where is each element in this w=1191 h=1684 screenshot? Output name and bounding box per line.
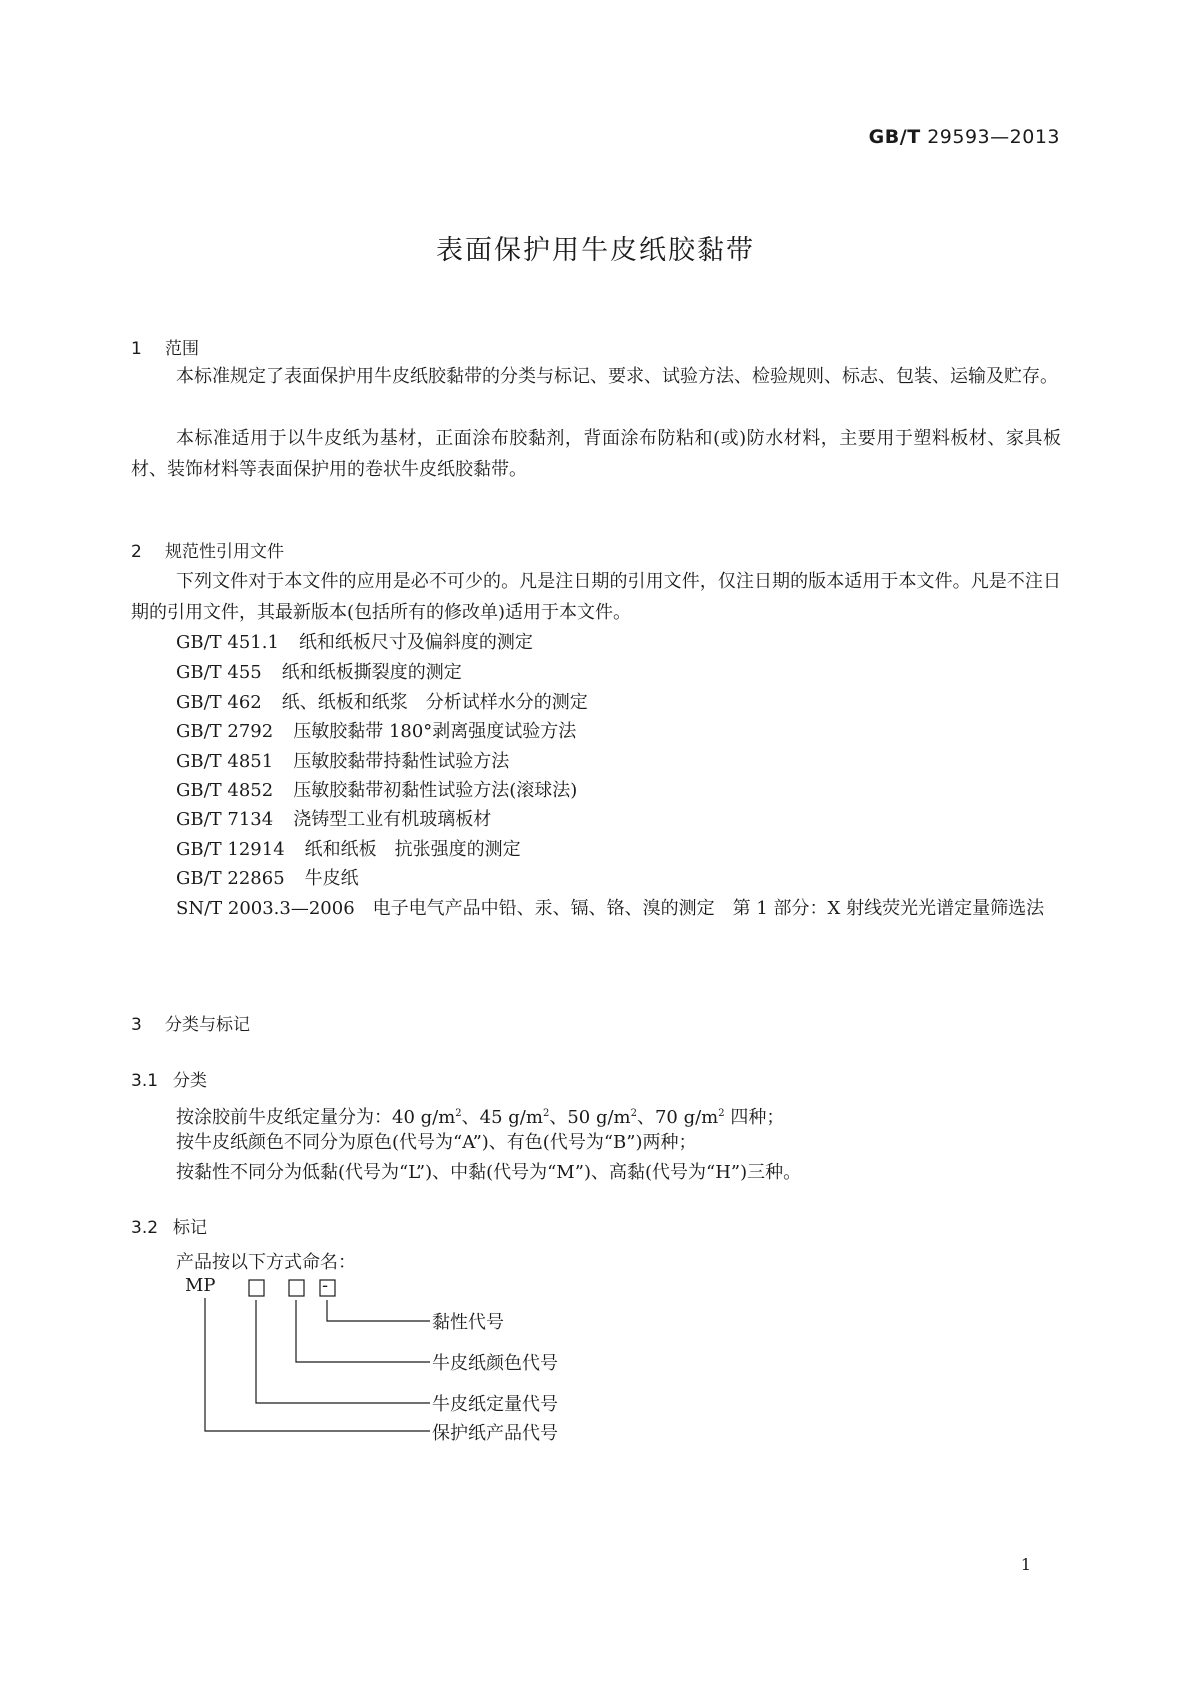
mark-box-grammage: [249, 1280, 264, 1296]
mark-label-product: 保护纸产品代号: [432, 1423, 558, 1444]
standard-code: 29593—2013: [927, 126, 1060, 148]
mark-label-color: 牛皮纸颜色代号: [432, 1353, 558, 1374]
page-number: 1: [1020, 1555, 1031, 1574]
mark-box-color: [289, 1280, 304, 1296]
leader-line-grammage: [256, 1300, 430, 1403]
reference-item: GB/T 2792 压敏胶黏带 180°剥离强度试验方法: [176, 721, 577, 742]
section-1-paragraph-1: 本标准规定了表面保护用牛皮纸胶黏带的分类与标记、要求、试验方法、检验规则、标志、包装、运输及贮存。: [176, 366, 1058, 387]
mark-dash: -: [322, 1275, 329, 1296]
classification-line-3: 按黏性不同分为低黏(代号为“L”)、中黏(代号为“M”)、高黏(代号为“H”)三种。: [176, 1162, 802, 1183]
reference-item: GB/T 22865 牛皮纸: [176, 868, 359, 889]
reference-item: GB/T 12914 纸和纸板 抗张强度的测定: [176, 839, 521, 860]
section-1-heading: 1 范围: [131, 339, 199, 359]
reference-item: GB/T 455 纸和纸板撕裂度的测定: [176, 662, 462, 683]
section-2-intro: 下列文件对于本文件的应用是必不可少的。凡是注日期的引用文件，仅注日期的版本适用于本文件。凡是不注日期的引用文件，其最新版本(包括所有的修改单)适用于本文件。: [131, 571, 1061, 623]
section-3-1-heading: 3.1 分类: [131, 1071, 207, 1091]
reference-item: GB/T 7134 浇铸型工业有机玻璃板材: [176, 809, 492, 830]
mark-label-grammage: 牛皮纸定量代号: [432, 1394, 558, 1415]
section-1-paragraph-2: 本标准适用于以牛皮纸为基材，正面涂布胶黏剂，背面涂布防粘和(或)防水材料，主要用于塑料板材、家具板材、装饰材料等表面保护用的卷状牛皮纸胶黏带。: [131, 428, 1061, 480]
reference-item: GB/T 462 纸、纸板和纸浆 分析试样水分的测定: [176, 692, 588, 713]
standard-prefix: GB/T: [868, 126, 921, 148]
leader-line-product: [205, 1298, 430, 1431]
mark-label-adhesion: 黏性代号: [432, 1312, 504, 1333]
standard-number: [869, 126, 1060, 148]
marking-intro: 产品按以下方式命名：: [176, 1252, 356, 1273]
document-title: 表面保护用牛皮纸胶黏带: [436, 235, 755, 266]
classification-line-1: 按涂胶前牛皮纸定量分为：40 $g/m^2$、45 $g/m^2$、50 $g/m^2$、70 $g/m^2$ 四种；: [176, 1107, 785, 1128]
leader-line-adhesion: [327, 1300, 430, 1321]
section-3-2-heading: 3.2 标记: [131, 1218, 207, 1238]
reference-item: GB/T 4851 压敏胶黏带持黏性试验方法: [176, 751, 510, 772]
classification-line-2: 按牛皮纸颜色不同分为原色(代号为“A”)、有色(代号为“B”)两种；: [176, 1132, 697, 1153]
leader-line-color: [296, 1300, 430, 1362]
section-2-heading: 2 规范性引用文件: [131, 542, 284, 562]
reference-item: GB/T 451.1 纸和纸板尺寸及偏斜度的测定: [176, 632, 533, 653]
reference-item-last: SN/T 2003.3—2006 电子电气产品中铅、汞、镉、铬、溴的测定 第 1 部分：X 射线荧光光谱定量筛选法: [176, 898, 1045, 919]
section-3-heading: 3 分类与标记: [131, 1015, 250, 1035]
mark-prefix: MP: [185, 1275, 216, 1296]
reference-item: GB/T 4852 压敏胶黏带初黏性试验方法(滚球法): [176, 780, 578, 801]
